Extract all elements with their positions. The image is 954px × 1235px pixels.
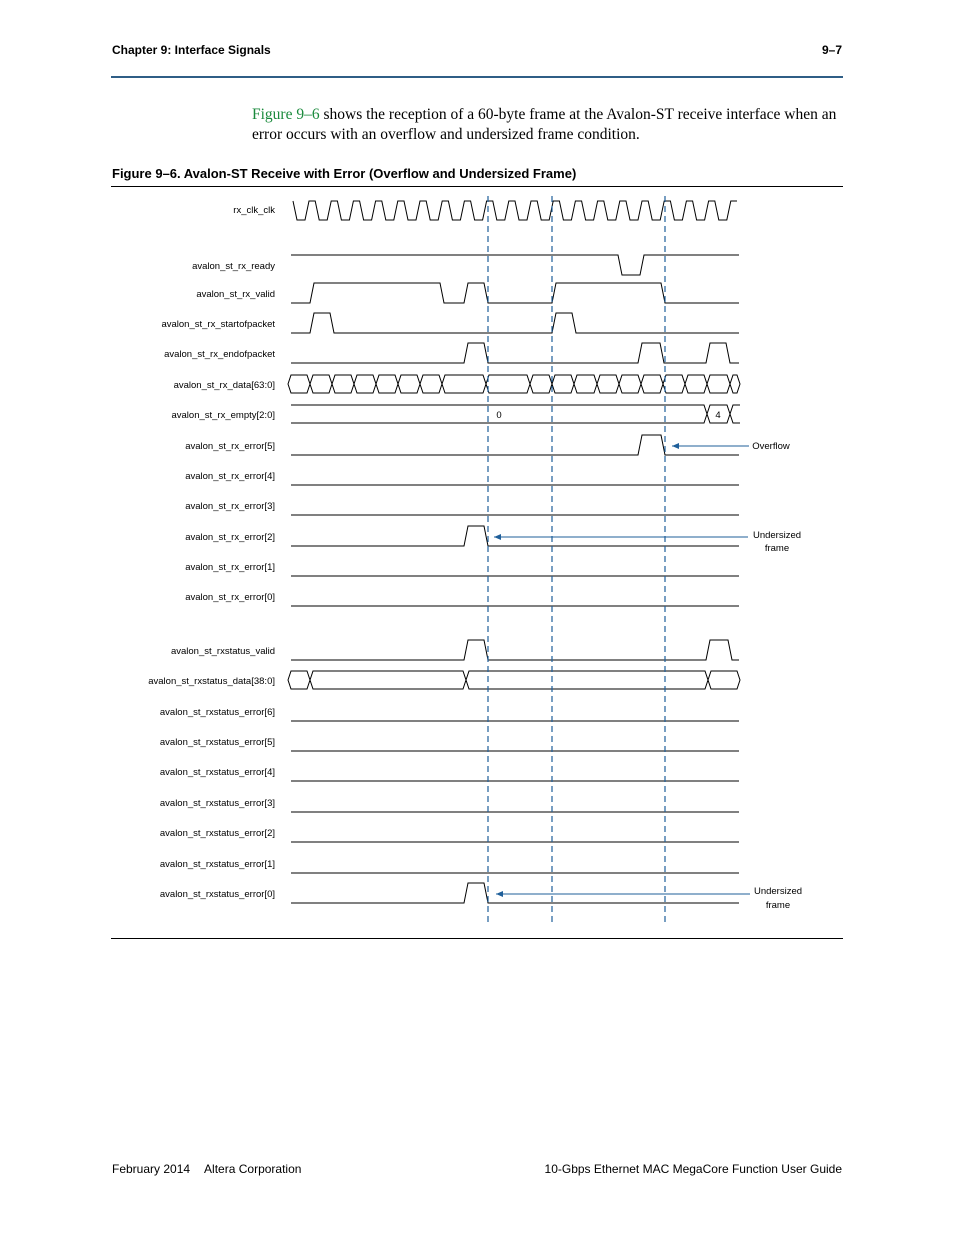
undersized-label-2a: Undersized (753, 886, 803, 897)
rxstatus-error0-wave (291, 883, 739, 903)
signal-label: avalon_st_rxstatus_valid (170, 646, 275, 657)
sop-wave (291, 313, 739, 333)
signal-label: avalon_st_rx_error[5] (185, 441, 275, 452)
signal-label: avalon_st_rx_empty[2:0] (171, 410, 275, 421)
signal-label: avalon_st_rx_startofpacket (161, 319, 275, 330)
undersized-arrow-2-head (496, 891, 503, 897)
rxstatus-data-bus (288, 671, 740, 689)
signal-label: avalon_st_rxstatus_error[6] (159, 707, 275, 718)
signal-label: avalon_st_rx_data[63:0] (173, 380, 275, 391)
chapter-header: Chapter 9: Interface Signals (112, 43, 271, 57)
rxstatus-valid-wave (291, 640, 739, 660)
footer-date: February 2014 (112, 1162, 191, 1176)
signal-label: avalon_st_rxstatus_error[3] (159, 798, 275, 809)
empty-bus (291, 405, 740, 423)
signal-label: avalon_st_rx_ready (192, 261, 275, 272)
footer-left (112, 1162, 301, 1176)
signal-label: avalon_st_rx_valid (196, 289, 275, 300)
signal-label: avalon_st_rxstatus_error[0] (159, 889, 275, 900)
signal-label: avalon_st_rx_endofpacket (164, 349, 275, 360)
undersized-label-2b: frame (765, 900, 791, 911)
undersized-label-1a: Undersized (752, 530, 802, 541)
figure-title: Figure 9–6. Avalon-ST Receive with Error (Overflow and Undersized Frame) (112, 166, 577, 181)
undersized-label-1b: frame (764, 543, 790, 554)
clock-wave (293, 201, 737, 220)
signal-label: avalon_st_rx_error[2] (185, 532, 275, 543)
signal-label: rx_clk_clk (233, 205, 275, 216)
signal-label: avalon_st_rxstatus_error[4] (159, 767, 275, 778)
undersized-arrow-1-head (494, 534, 501, 540)
figure-link[interactable]: Figure 9–6 (252, 106, 320, 123)
rx-error5-wave (291, 435, 739, 455)
rx-error2-wave (291, 526, 739, 546)
eop-wave (291, 343, 739, 363)
data-bus (288, 375, 740, 393)
signal-label: avalon_st_rxstatus_error[5] (159, 737, 275, 748)
signal-label: avalon_st_rx_error[0] (185, 592, 275, 603)
page-number: 9–7 (821, 43, 842, 57)
figure-bottom-rule (111, 938, 843, 939)
signal-label: avalon_st_rx_error[3] (185, 501, 275, 512)
footer-guide: 10-Gbps Ethernet MAC MegaCore Function User Guide (544, 1162, 842, 1176)
signal-label: avalon_st_rxstatus_error[1] (159, 859, 275, 870)
footer-company: Altera Corporation (204, 1162, 302, 1176)
empty-value-4: 4 (715, 410, 721, 421)
signal-label: avalon_st_rxstatus_error[2] (159, 828, 275, 839)
valid-wave (291, 283, 739, 303)
intro-text: shows the reception of a 60-byte frame at the Avalon-ST receive interface when an error occurs with an overflow and undersized frame condition. (252, 106, 837, 143)
ready-wave (291, 255, 739, 275)
empty-value-0: 0 (496, 410, 502, 421)
signal-label: avalon_st_rx_error[4] (185, 471, 275, 482)
overflow-arrow-head (672, 443, 679, 449)
signal-label: avalon_st_rxstatus_data[38:0] (148, 676, 275, 687)
overflow-label: Overflow (752, 441, 790, 452)
signal-label: avalon_st_rx_error[1] (185, 562, 275, 573)
